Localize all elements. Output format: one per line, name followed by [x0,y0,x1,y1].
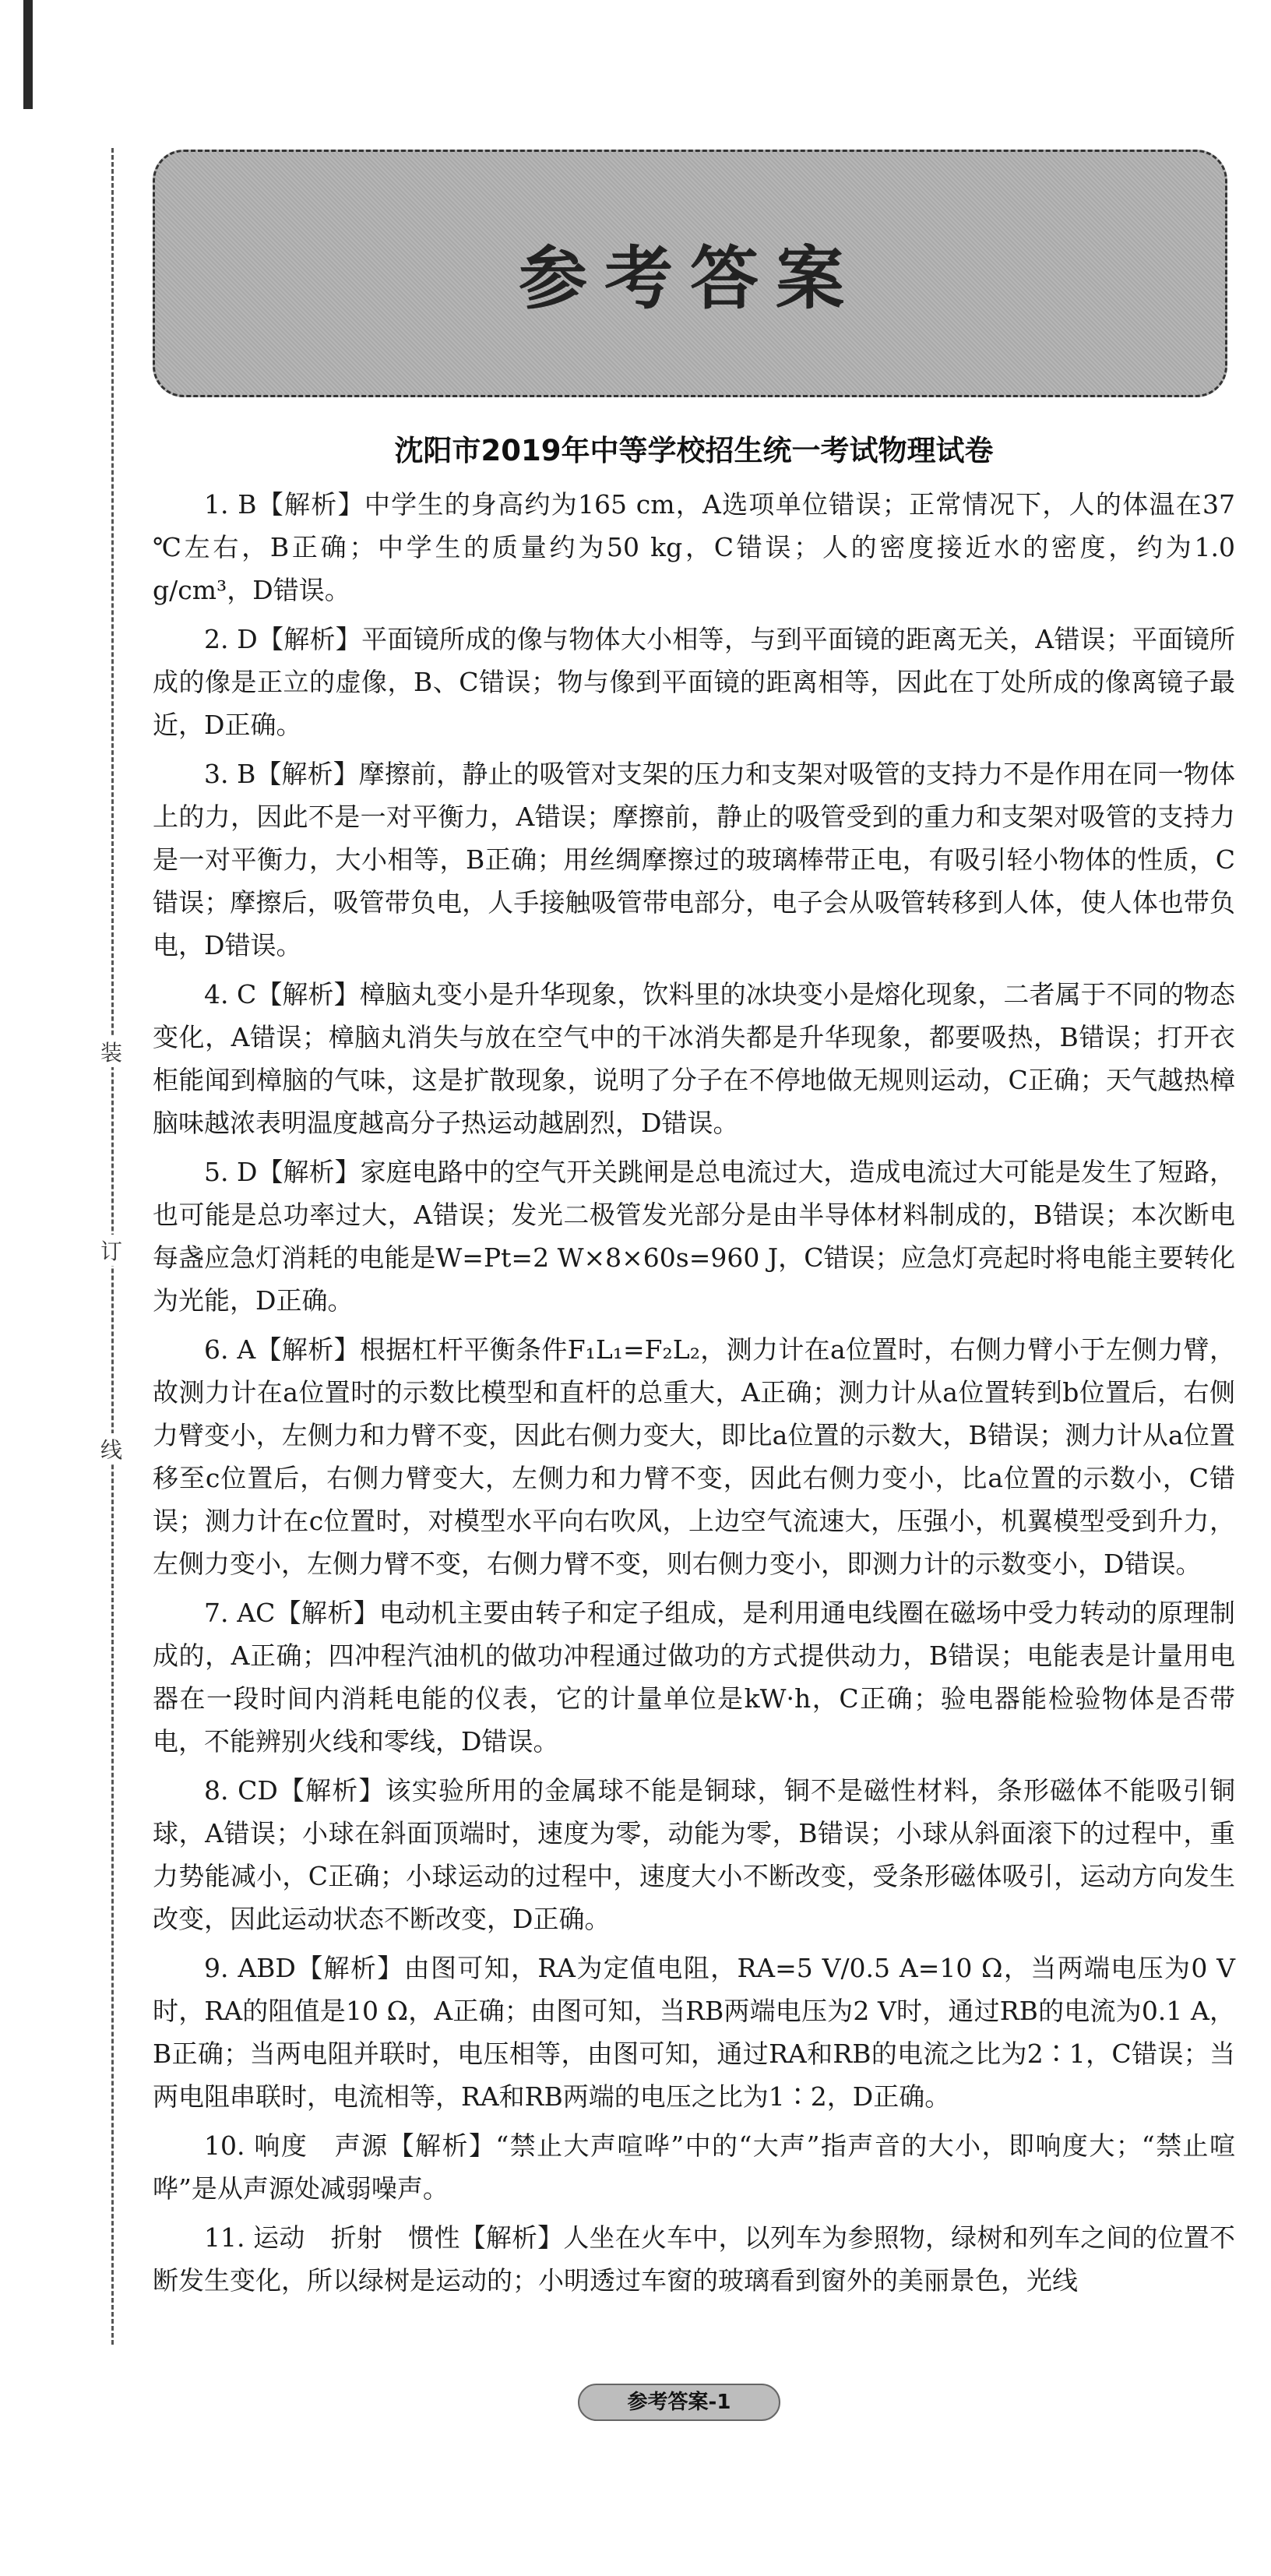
answer-item: 11. 运动 折射 惯性【解析】人坐在火车中，以列车为参照物，绿树和列车之间的位置不断发生变化，所以绿树是运动的；小明透过车窗的玻璃看到窗外的美丽景色，光线 [153,2222,1235,2296]
paper-title: 沈阳市2019年中等学校招生统一考试物理试卷 [394,434,994,467]
answer-content [153,427,1235,2308]
answer-item: 9. ABD【解析】由图可知，RA为定值电阻，RA=5 V/0.5 A=10 Ω，当两端电压为0 V时，RA的阻值是10 Ω，A正确；由图可知，当RB两端电压为2 V时，通过RB的电流为0.1 A，B正确；当两电阻并联时，电压相等，由图可知，通过RA和RB的电流之比为2∶1，C错误；当两电阻串联时，电流相等，RA和RB两端的电压之比为1∶2，D正确。 [153,1953,1235,2112]
binding-label-zhuang: 装 [100,1036,123,1067]
binding-label-ding: 订 [100,1235,123,1266]
answer-item: 7. AC【解析】电动机主要由转子和定子组成，是利用通电线圈在磁场中受力转动的原理制成的，A正确；四冲程汽油机的做功冲程通过做功的方式提供动力，B错误；电能表是计量用电器在一段时间内消耗电能的仪表，它的计量单位是kW·h，C正确；验电器能检验物体是否带电，不能辨别火线和零线，D错误。 [153,1598,1235,1757]
header-banner [153,150,1227,397]
page-number-badge: 参考答案-1 [578,2384,780,2421]
answer-item: 1. B【解析】中学生的身高约为165 cm，A选项单位错误；正常情况下，人的体温在37 ℃左右，B正确；中学生的质量约为50 kg，C错误；人的密度接近水的密度，约为1.0 g/cm³，D错误。 [153,489,1235,605]
answer-item: 10. 响度 声源【解析】“禁止大声喧哗”中的“大声”指声音的大小，即响度大；“禁止喧哗”是从声源处减弱噪声。 [153,2130,1235,2204]
answer-item: 4. C【解析】樟脑丸变小是升华现象，饮料里的冰块变小是熔化现象，二者属于不同的物态变化，A错误；樟脑丸消失与放在空气中的干冰消失都是升华现象，都要吸热，B错误；打开衣柜能闻到樟脑的气味，这是扩散现象，说明了分子在不停地做无规则运动，C正确；天气越热樟脑味越浓表明温度越高分子热运动越剧烈，D错误。 [153,979,1235,1138]
answer-item: 5. D【解析】家庭电路中的空气开关跳闸是总电流过大，造成电流过大可能是发生了短路，也可能是总功率过大，A错误；发光二极管发光部分是由半导体材料制成的，B错误；本次断电每盏应急灯消耗的电能是W=Pt=2 W×8×60s=960 J，C错误；应急灯亮起时将电能主要转化为光能，D正确。 [153,1157,1235,1316]
page-title: 参考答案 [518,238,861,319]
answer-item: 8. CD【解析】该实验所用的金属球不能是铜球，铜不是磁性材料，条形磁体不能吸引铜球，A错误；小球在斜面顶端时，速度为零，动能为零，B错误；小球从斜面滚下的过程中，重力势能减小，C正确；小球运动的过程中，速度大小不断改变，受条形磁体吸引，运动方向发生改变，因此运动状态不断改变，D正确。 [153,1775,1235,1934]
answer-item: 3. B【解析】摩擦前，静止的吸管对支架的压力和支架对吸管的支持力不是作用在同一物体上的力，因此不是一对平衡力，A错误；摩擦前，静止的吸管受到的重力和支架对吸管的支持力是一对平衡力，大小相等，B正确；用丝绸摩擦过的玻璃棒带正电，有吸引轻小物体的性质，C错误；摩擦后，吸管带负电，人手接触吸管带电部分，电子会从吸管转移到人体，使人体也带负电，D错误。 [153,759,1235,960]
binding-edge-bar [23,0,33,109]
binding-label-xian: 线 [100,1433,123,1464]
answer-item: 2. D【解析】平面镜所成的像与物体大小相等，与到平面镜的距离无关，A错误；平面镜所成的像是正立的虚像，B、C错误；物与像到平面镜的距离相等，因此在丁处所成的像离镜子最近，D正确。 [153,624,1235,740]
answer-item: 6. A【解析】根据杠杆平衡条件F₁L₁=F₂L₂，测力计在a位置时，右侧力臂小于左侧力臂，故测力计在a位置时的示数比模型和直杆的总重大，A正确；测力计从a位置转到b位置后，右侧力臂变小，左侧力和力臂不变，因此右侧力变大，即比a位置的示数大，B错误；测力计从a位置移至c位置后，右侧力臂变大，左侧力和力臂不变，因此右侧力变小，比a位置的示数小，C错误；测力计在c位置时，对模型水平向右吹风，上边空气流速大，压强小，机翼模型受到升力，左侧力变小，左侧力臂不变，右侧力臂不变，则右侧力变小，即测力计的示数变小，D错误。 [153,1334,1235,1579]
